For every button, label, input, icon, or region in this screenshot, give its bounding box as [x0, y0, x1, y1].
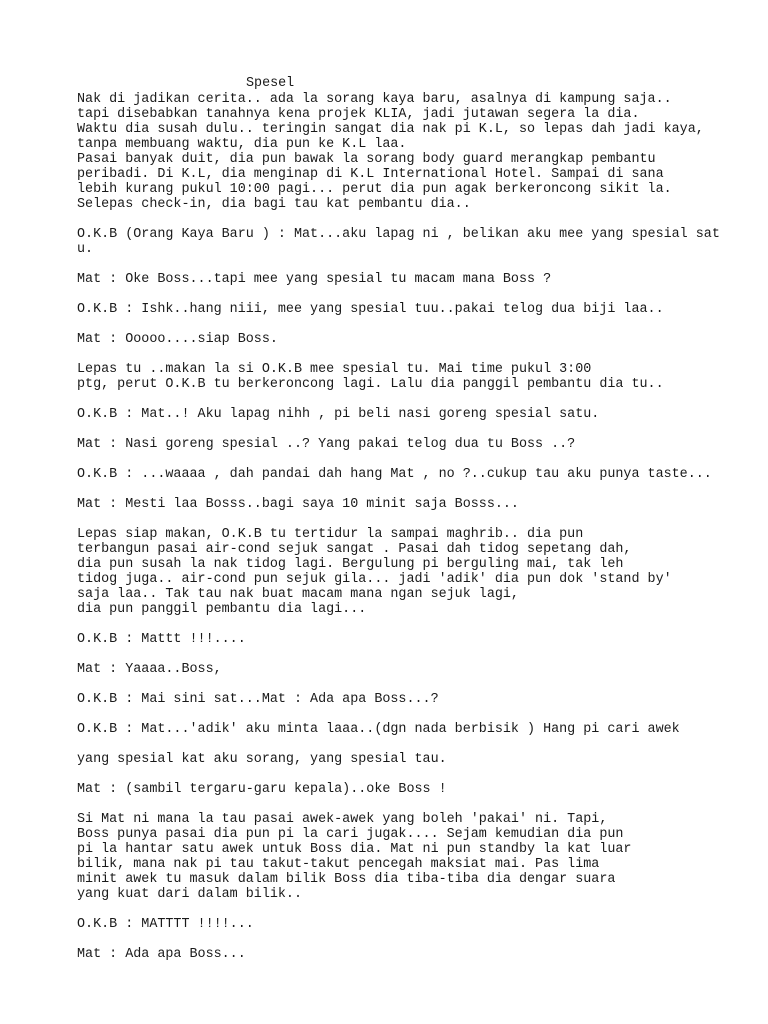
text-line: Mat : Mesti laa Bosss..bagi saya 10 minit saja Bosss... — [77, 497, 519, 512]
paragraph — [77, 722, 737, 737]
text-line: Mat : Ooooo....siap Boss. — [77, 332, 278, 347]
text-line: Mat : (sambil tergaru-garu kepala)..oke Boss ! — [77, 782, 447, 797]
paragraph — [77, 92, 737, 212]
paragraph — [77, 662, 737, 677]
text-line: Boss punya pasai dia pun pi la cari jugak.... Sejam kemudian dia pun — [77, 827, 624, 842]
paragraph — [77, 362, 737, 392]
paragraph — [77, 332, 737, 347]
paragraph — [77, 497, 737, 512]
text-line: O.K.B : Mai sini sat...Mat : Ada apa Boss...? — [77, 692, 439, 707]
text-line: tidog juga.. air-cond pun sejuk gila... jadi 'adik' dia pun dok 'stand by' — [77, 572, 672, 587]
text-line: O.K.B : MATTTT !!!!... — [77, 917, 254, 932]
paragraph — [77, 752, 737, 767]
text-line: ptg, perut O.K.B tu berkeroncong lagi. Lalu dia panggil pembantu dia tu.. — [77, 377, 664, 392]
paragraph — [77, 527, 737, 617]
paragraph — [77, 467, 737, 482]
paragraph — [77, 407, 737, 422]
text-line: O.K.B (Orang Kaya Baru ) : Mat...aku lapag ni , belikan aku mee yang spesial sat — [77, 227, 720, 242]
text-line: Mat : Yaaaa..Boss, — [77, 662, 222, 677]
text-line: Si Mat ni mana la tau pasai awek-awek yang boleh 'pakai' ni. Tapi, — [77, 812, 608, 827]
text-line: O.K.B : Mat..! Aku lapag nihh , pi beli nasi goreng spesial satu. — [77, 407, 600, 422]
text-line: Lepas siap makan, O.K.B tu tertidur la sampai maghrib.. dia pun — [77, 527, 584, 542]
text-line: u. — [77, 242, 94, 257]
text-line: lebih kurang pukul 10:00 pagi... perut dia pun agak berkeroncong sikit la. — [77, 182, 672, 197]
document-body — [77, 92, 737, 977]
paragraph — [77, 782, 737, 797]
paragraph — [77, 692, 737, 707]
text-line: Mat : Ada apa Boss... — [77, 947, 246, 962]
paragraph — [77, 437, 737, 452]
text-line: O.K.B : ...waaaa , dah pandai dah hang Mat , no ?..cukup tau aku punya taste... — [77, 467, 712, 482]
document-title: Spesel — [246, 76, 295, 91]
text-line: Mat : Nasi goreng spesial ..? Yang pakai telog dua tu Boss ..? — [77, 437, 576, 452]
text-line: tanpa membuang waktu, dia pun ke K.L laa. — [77, 137, 407, 152]
text-line: Waktu dia susah dulu.. teringin sangat dia nak pi K.L, so lepas dah jadi kaya, — [77, 122, 704, 137]
paragraph — [77, 812, 737, 902]
text-line: Nak di jadikan cerita.. ada la sorang kaya baru, asalnya di kampung saja.. — [77, 92, 672, 107]
text-line: Lepas tu ..makan la si O.K.B mee spesial tu. Mai time pukul 3:00 — [77, 362, 592, 377]
text-line: peribadi. Di K.L, dia menginap di K.L International Hotel. Sampai di sana — [77, 167, 664, 182]
paragraph — [77, 302, 737, 317]
paragraph — [77, 917, 737, 932]
text-line: dia pun susah la nak tidog lagi. Bergulung pi berguling mai, tak leh — [77, 557, 624, 572]
text-line: Selepas check-in, dia bagi tau kat pembantu dia.. — [77, 197, 471, 212]
text-line: O.K.B : Mat...'adik' aku minta laaa..(dgn nada berbisik ) Hang pi cari awek — [77, 722, 680, 737]
text-line: Pasai banyak duit, dia pun bawak la sorang body guard merangkap pembantu — [77, 152, 656, 167]
text-line: bilik, mana nak pi tau takut-takut pencegah maksiat mai. Pas lima — [77, 857, 600, 872]
text-line: tapi disebabkan tanahnya kena projek KLIA, jadi jutawan segera la dia. — [77, 107, 640, 122]
paragraph — [77, 947, 737, 962]
text-line: pi la hantar satu awek untuk Boss dia. Mat ni pun standby la kat luar — [77, 842, 632, 857]
text-line: O.K.B : Mattt !!!.... — [77, 632, 246, 647]
paragraph — [77, 272, 737, 287]
paragraph — [77, 632, 737, 647]
text-line: terbangun pasai air-cond sejuk sangat . Pasai dah tidog sepetang dah, — [77, 542, 632, 557]
text-line: minit awek tu masuk dalam bilik Boss dia tiba-tiba dia dengar suara — [77, 872, 616, 887]
text-line: O.K.B : Ishk..hang niii, mee yang spesial tuu..pakai telog dua biji laa.. — [77, 302, 664, 317]
text-line: saja laa.. Tak tau nak buat macam mana ngan sejuk lagi, — [77, 587, 519, 602]
text-line: yang kuat dari dalam bilik.. — [77, 887, 302, 902]
text-line: dia pun panggil pembantu dia lagi... — [77, 602, 367, 617]
paragraph — [77, 227, 737, 257]
text-line: Mat : Oke Boss...tapi mee yang spesial tu macam mana Boss ? — [77, 272, 552, 287]
text-line: yang spesial kat aku sorang, yang spesial tau. — [77, 752, 447, 767]
